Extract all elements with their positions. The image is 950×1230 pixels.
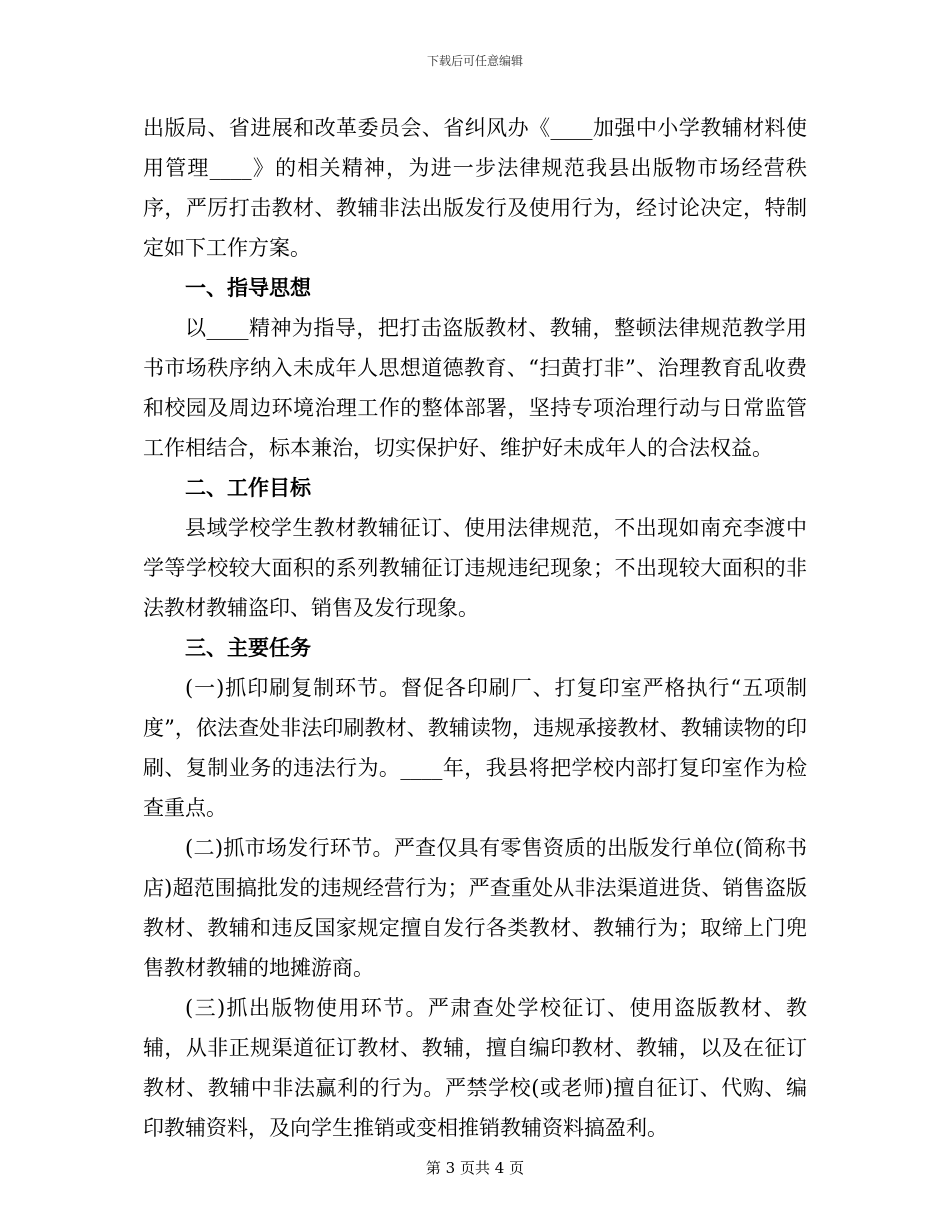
- section-heading-work-goals: 二、工作目标: [185, 476, 311, 500]
- work-goals-paragraph: 县域学校学生教材教辅征订、使用法律规范，不出现如南充李渡中学等学校较大面积的系列教辅征订违规违纪现象；不出现较大面积的非法教材教辅盗印、销售及发行现象。: [143, 516, 807, 620]
- task-usage-paragraph: (三)抓出版物使用环节。严肃查处学校征订、使用盗版教材、教辅，从非正规渠道征订教材、教辅，擅自编印教材、教辅，以及在征订教材、教辅中非法赢利的行为。严禁学校(或老师)擅自征订、代购、编印教辅资料，及向学生推销或变相推销教辅资料搞盈利。: [143, 996, 807, 1140]
- task-market-paragraph: (二)抓市场发行环节。严查仅具有零售资质的出版发行单位(简称书店)超范围搞批发的违规经营行为；严查重处从非法渠道进货、销售盗版教材、教辅和违反国家规定擅自发行各类教材、教辅行为；取缔上门兜售教材教辅的地摊游商。: [143, 836, 807, 980]
- task-printing-paragraph: (一)抓印刷复制环节。督促各印刷厂、打复印室严格执行“五项制度”，依法查处非法印刷教材、教辅读物，违规承接教材、教辅读物的印刷、复制业务的违法行为。____年，我县将把学校内部打复印室作为检查重点。: [143, 676, 807, 820]
- page-number-footer: 第 3 页共 4 页: [425, 1159, 525, 1177]
- guiding-thought-paragraph: 以____精神为指导，把打击盗版教材、教辅，整顿法律规范教学用书市场秩序纳入未成年人思想道德教育、“扫黄打非”、治理教育乱收费和校园及周边环境治理工作的整体部署，坚持专项治理行动与日常监管工作相结合，标本兼治，切实保护好、维护好未成年人的合法权益。: [143, 316, 807, 460]
- section-heading-main-tasks: 三、主要任务: [185, 636, 311, 660]
- document-body: [143, 108, 807, 1148]
- intro-paragraph: 出版局、省进展和改革委员会、省纠风办《____加强中小学教辅材料使用管理____》的相关精神，为进一步法律规范我县出版物市场经营秩序，严厉打击教材、教辅非法出版发行及使用行为，经讨论决定，特制定如下工作方案。: [143, 116, 807, 260]
- section-heading-guiding-thought: 一、指导思想: [185, 276, 311, 300]
- page-header: 下载后可任意编辑: [426, 54, 523, 68]
